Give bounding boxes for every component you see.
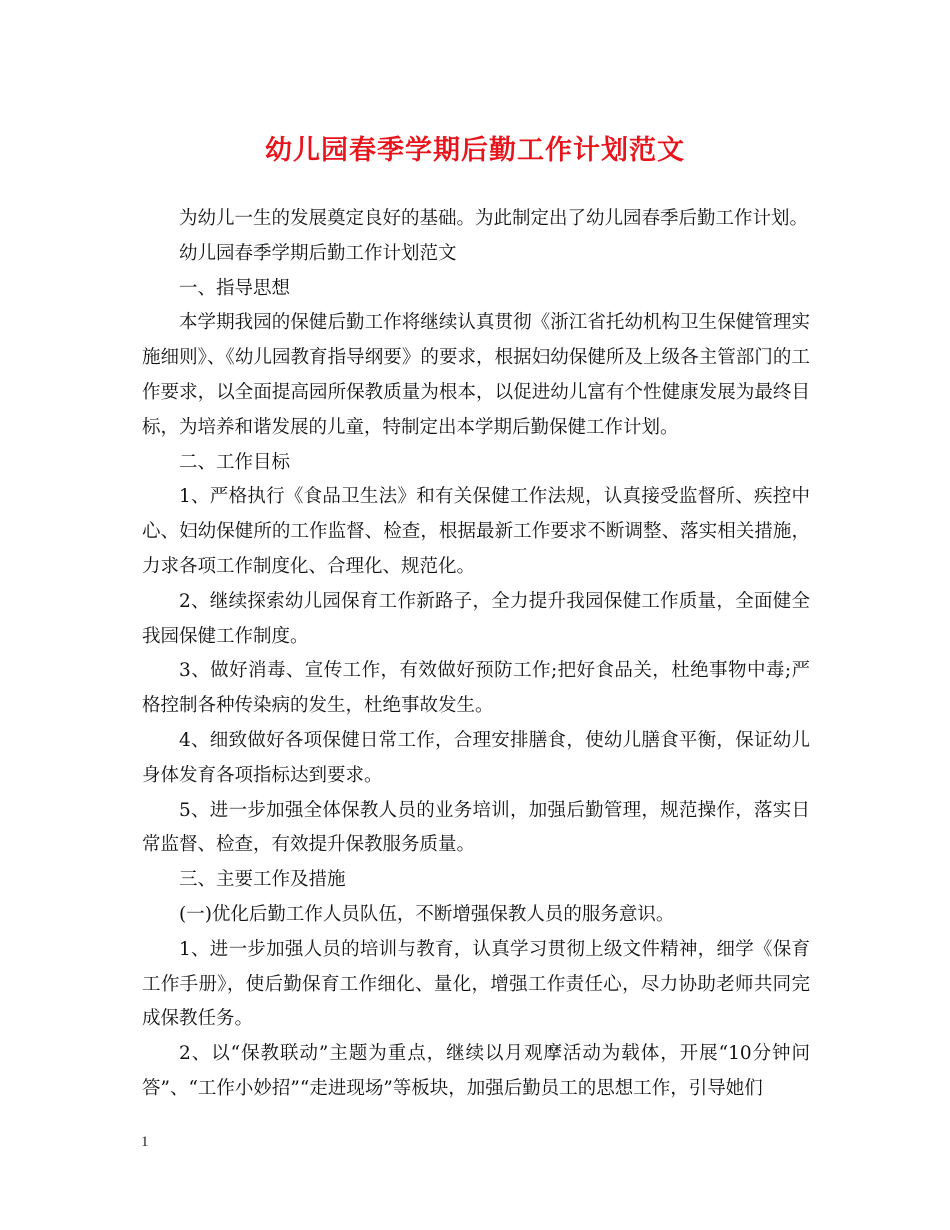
page-number: 1 — [141, 1134, 149, 1150]
section-heading: 三、主要工作及措施 — [179, 869, 346, 891]
section-heading: 二、工作目标 — [179, 451, 291, 473]
paragraph: 为幼儿一生的发展奠定良好的基础。为此制定出了幼儿园春季后勤工作计划。 — [179, 208, 809, 229]
paragraph: 2、以“保教联动”主题为重点，继续以月观摩活动为载体，开展“10分钟问答”、“工作小妙招”“走进现场”等板块，加强后勤员工的思想工作，引导她们 — [142, 1043, 810, 1099]
paragraph: 幼儿园春季学期后勤工作计划范文 — [179, 242, 457, 264]
paragraph: 1、进一步加强人员的培训与教育，认真学习贯彻上级文件精神，细学《保育工作手册》，使后勤保育工作细化、量化，增强工作责任心，尽力协助老师共同完成保教任务。 — [142, 938, 810, 1030]
paragraph: 本学期我园的保健后勤工作将继续认真贯彻《浙江省托幼机构卫生保健管理实施细则》、《幼儿园教育指导纲要》的要求，根据妇幼保健所及上级各主管部门的工作要求，以全面提高园所保教质量为根本，以促进幼儿富有个性健康发展为最终目标，为培养和谐发展的儿童，特制定出本学期后勤保健工作计划。 — [142, 312, 810, 438]
paragraph: 1、严格执行《食品卫生法》和有关保健工作法规，认真接受监督所、疾控中心、妇幼保健所的工作监督、检查，根据最新工作要求不断调整、落实相关措施，力求各项工作制度化、合理化、规范化。 — [142, 486, 810, 577]
document-title: 幼儿园春季学期后勤工作计划范文 — [265, 135, 685, 166]
document-body — [142, 202, 810, 1107]
section-heading: 一、指导思想 — [179, 277, 291, 299]
paragraph: (一)优化后勤工作人员队伍，不断增强保教人员的服务意识。 — [179, 903, 675, 925]
paragraph: 5、进一步加强全体保教人员的业务培训，加强后勤管理，规范操作，落实日常监督、检查，有效提升保教服务质量。 — [142, 799, 810, 856]
paragraph: 3、做好消毒、宣传工作，有效做好预防工作;把好食品关，杜绝事物中毒;严格控制各种传染病的发生，杜绝事故发生。 — [142, 660, 810, 717]
paragraph: 2、继续探索幼儿园保育工作新路子，全力提升我园保健工作质量，全面健全我园保健工作制度。 — [142, 590, 810, 647]
paragraph: 4、细致做好各项保健日常工作，合理安排膳食，使幼儿膳食平衡，保证幼儿身体发育各项指标达到要求。 — [142, 729, 810, 786]
